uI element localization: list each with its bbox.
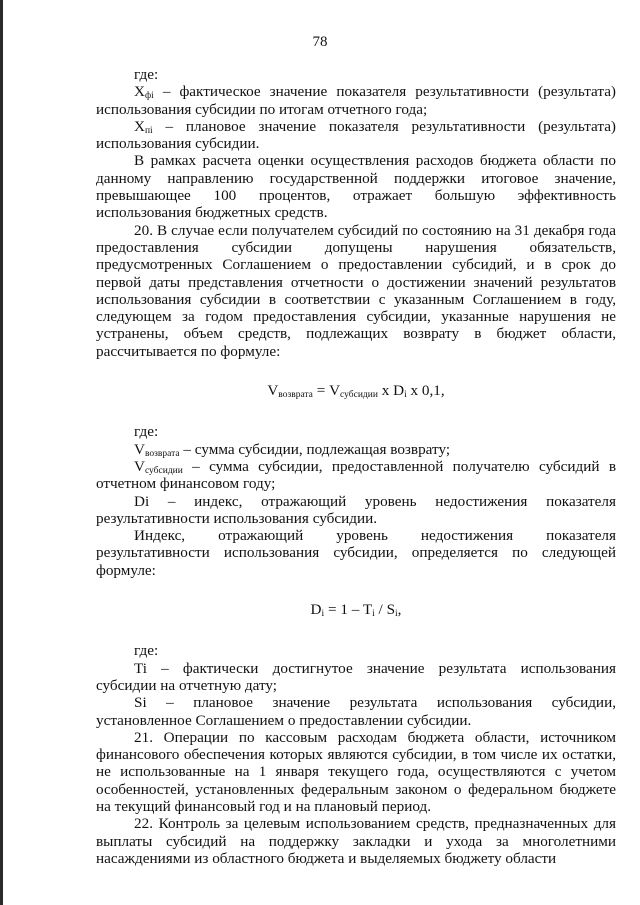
symbol-subscript: субсидии bbox=[144, 465, 183, 476]
definition-x-fact bbox=[96, 83, 616, 118]
document-body bbox=[96, 66, 616, 867]
definition-v-refund bbox=[96, 441, 616, 458]
symbol-subscript: возврата bbox=[144, 448, 180, 459]
definition-ti: Ti – фактически достигнутое значение результата использования субсидии на отчетную дату; bbox=[96, 659, 616, 694]
formula-div-s: / S bbox=[374, 601, 396, 619]
definition-text: – фактическое значение показателя результативности (результата) использования субсидии по итогам отчетного года; bbox=[96, 83, 616, 118]
formula-tail: , bbox=[397, 601, 402, 619]
definition-x-plan bbox=[96, 118, 616, 153]
formula-v-subsidy: V bbox=[329, 382, 341, 400]
symbol-subscript: фi bbox=[144, 91, 154, 102]
formula-subscript: i bbox=[395, 609, 398, 620]
where-label: где: bbox=[134, 66, 159, 83]
formula-index bbox=[96, 601, 616, 618]
formula-tail: x 0,1, bbox=[406, 382, 445, 400]
symbol-v: V bbox=[134, 440, 145, 458]
definition-si: Si – плановое значение результата использования субсидии, установленное Соглашением о предоставлении субсидии. bbox=[96, 694, 616, 729]
paragraph-22: 22. Контроль за целевым использованием средств, предназначенных для выплаты субсидий на поддержку закладки и ухода за многолетними насаждениями из областного бюджета и выделяемых бюджету области bbox=[96, 815, 616, 867]
formula-refund bbox=[96, 382, 616, 399]
definition-di: Di – индекс, отражающий уровень недостижения показателя результативности использования субсидии. bbox=[96, 492, 616, 527]
where-label: где: bbox=[134, 423, 159, 441]
formula-subscript: i bbox=[321, 609, 325, 620]
formula-times-d: x D bbox=[377, 382, 405, 400]
definition-v-subsidy bbox=[96, 458, 616, 493]
paragraph-20: 20. В случае если получателем субсидий по состоянию на 31 декабря года предоставления субсидии допущены нарушения обязательств, предусмотренных Соглашением о предоставлении субсидий, и в срок до первой даты представления отчетности о достижении значений результатов использования субсидии в соответствии с указанным Соглашением в году, следующем за годом предоставления субсидии, указанные нарушения не устранены, объем средств, подлежащих возврату в бюджет области, рассчитывается по формуле: bbox=[96, 221, 616, 360]
scan-edge bbox=[0, 0, 3, 905]
symbol-v: V bbox=[134, 457, 145, 475]
paragraph-21: 21. Операции по кассовым расходам бюджета области, источником финансового обеспечения которых являются субсидии, в том числе их остатки, не использованные на 1 января текущего года, осуществляются с учетом особенностей, установленных федеральным законом о федеральном бюджете на текущий финансовый год и на плановый период. bbox=[96, 728, 616, 815]
formula-v-refund: V bbox=[267, 382, 279, 400]
symbol-x: X bbox=[134, 83, 145, 101]
formula-subscript: возврата bbox=[278, 390, 313, 401]
formula-minus-t: = 1 – T bbox=[324, 601, 373, 619]
formula-subscript: субсидии bbox=[340, 390, 378, 401]
paragraph-efficiency: В рамках расчета оценки осуществления расходов бюджета области по данному направлению государственной поддержки итоговое значение, превышающее 100 процентов, отражает большую эффективность использования бюджетных средств. bbox=[96, 152, 616, 222]
formula-subscript: i bbox=[404, 390, 407, 401]
symbol-subscript: пi bbox=[144, 125, 153, 136]
where-label: где: bbox=[134, 642, 159, 660]
paragraph-index: Индекс, отражающий уровень недостижения показателя результативности использования субсидии, определяется по следующей формуле: bbox=[96, 527, 616, 579]
formula-equals: = bbox=[312, 382, 330, 400]
symbol-x: X bbox=[134, 117, 145, 135]
formula-d: D bbox=[310, 601, 322, 619]
definition-text: – сумма субсидии, предоставленной получателю субсидий в отчетном финансовом году; bbox=[96, 457, 616, 493]
definition-text: – сумма субсидии, подлежащая возврату; bbox=[179, 440, 451, 458]
formula-subscript: i bbox=[372, 609, 375, 620]
definition-text: – плановое значение показателя результативности (результата) использования субсидии. bbox=[96, 117, 616, 153]
page-number: 78 bbox=[312, 34, 328, 50]
